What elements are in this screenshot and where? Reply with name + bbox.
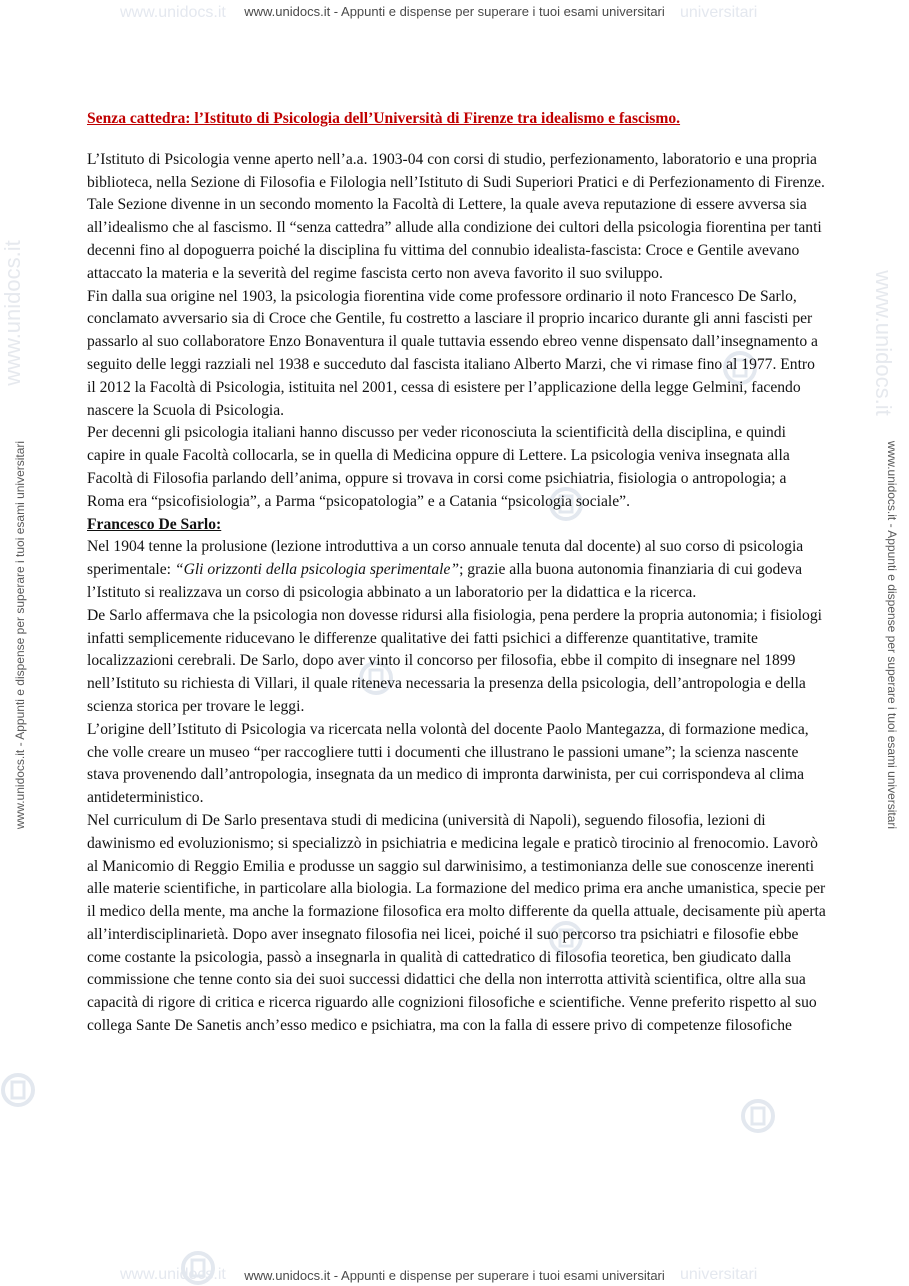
ghost-watermark-bottom-left: www.unidocs.it xyxy=(120,1266,226,1283)
ghost-watermark-side-right: www.unidocs.it xyxy=(870,270,896,416)
ghost-watermark-top-right: universitari xyxy=(680,4,758,21)
unidocs-logo-icon xyxy=(740,1098,776,1134)
paragraph: Nel curriculum di De Sarlo presentava studi di medicina (università di Napoli), seguendo filosofia, lezioni di dawinismo ed evoluzionismo; si specializzò in psichiatria e medicina legale e praticò tirocinio al frenocomio. Lavorò al Manicomio di Reggio Emilia e produsse un saggio sul darwinisimo, a testimonianza delle sue conoscenze inerenti alle materie scientifiche, in particolare alla biologia. La formazione del medico prima era anche umanistica, specie per il medico della mente, ma anche la formazione filosofica era molto differente da quella attuale, decisamente più aperta all’interdisciplinarietà. Dopo aver insegnato filosofia nei licei, poiché il suo percorso tra psichiatri e filosofie ebbe come costante la psicologia, passò a insegnarla in qualità di cattedratico di filosofia teoretica, ben giudicato dalla commissione che tenne conto sia dei suoi successi didattici che della non interrotta attività scientifica, oltre alla sua capacità di rigore di critica e ricerca riguardo alle cognizioni filosofiche e scientifiche. Venne preferito rispetto al suo collega Sante De Sanetis anch’esso medico e psichiatra, ma con la falla di essere privo di competenze filosofiche xyxy=(87,811,826,1035)
paragraph-text: Nel 1904 tenne la prolusione (lezione introduttiva a un corso annuale tenuta dal docente) al suo corso di psicologia sperimentale: xyxy=(87,538,804,579)
paragraph-text: ; grazie alla buona autonomia finanziaria di cui godeva l’Istituto si realizzava un corso di psicologia abbinato a un laboratorio per la didattica e la ricerca. xyxy=(87,561,802,601)
paragraph: Fin dalla sua origine nel 1903, la psicologia fiorentina vide come professore ordinario il noto Francesco De Sarlo, conclamato avversario sia di Croce che Gentile, fu costretto a lasciare il proprio incarico durante gli anni fascisti per passarlo al suo collaboratore Enzo Bonaventura il quale tuttavia essendo ebreo venne dispensato dall’insegnamento a seguito delle leggi razziali nel 1938 e succeduto dal fascista italiano Alberto Marzi, che vi rimase fino al 1977. Entro il 2012 la Facoltà di Psicologia, istituita nel 2001, cessa di esistere per l’applicazione della legge Gelmini, facendo nascere la Scuola di Psicologia. xyxy=(87,287,818,419)
ghost-watermark-side-left: www.unidocs.it xyxy=(0,240,25,386)
lecture-title-quote: “Gli orizzonti della psicologia sperimentale” xyxy=(174,561,460,579)
document-body xyxy=(87,108,827,1038)
unidocs-logo-icon xyxy=(0,1072,36,1108)
ghost-watermark-bottom-right: universitari xyxy=(680,1266,758,1283)
ghost-watermark-top-left: www.unidocs.it xyxy=(120,4,226,21)
watermark-side-left: www.unidocs.it - Appunti e dispense per superare i tuoi esami universitari xyxy=(13,440,27,830)
paragraph: L’origine dell’Istituto di Psicologia va ricercata nella volontà del docente Paolo Mantegazza, di formazione medica, che volle creare un museo “per raccogliere tutti i documenti che illustrano le passioni umane”; la scienza nascente stava provenendo dall’antropologia, insegnata da un medico di impronta darwinista, per cui corrispondeva al clima antideterministico. xyxy=(87,720,809,807)
watermark-footer: www.unidocs.it - Appunti e dispense per superare i tuoi esami universitari xyxy=(244,1268,665,1283)
paragraph: Per decenni gli psicologia italiani hanno discusso per veder riconosciuta la scientificità della disciplina, e quindi capire in quale Facoltà collocarla, se in quella di Medicina oppure di Lettere. La psicologia veniva insegnata alla Facoltà di Filosofia parlando dell’anima, oppure si trovava in corsi come psichiatria, fisiologia o antropologia; a Roma era “psicofisiologia”, a Parma “psicopatologia” e a Catania “psicologia sociale”. xyxy=(87,424,790,510)
section-heading: Francesco De Sarlo: xyxy=(87,515,222,533)
paragraph: De Sarlo affermava che la psicologia non dovesse ridursi alla fisiologia, pena perdere la propria autonomia; i fisiologi infatti semplicemente riducevano le differenze qualitative dei fatti psichici a differenze quantitative, tramite localizzazioni cerebrali. De Sarlo, dopo aver vinto il concorso per filosofia, ebbe il compito di insegnare nel 1899 nell’Istituto su richiesta di Villari, il quale riteneva necessaria la presenza della psicologia, dell’antropologia e della scienza storica per trovare le leggi. xyxy=(87,606,822,715)
paragraph: L’Istituto di Psicologia venne aperto nell’a.a. 1903-04 con corsi di studio, perfezionamento, laboratorio e una propria biblioteca, nella Sezione di Filosofia e Filologia nell’Istituto di Sudi Superiori Pratici e di Perfezionamento di Firenze. Tale Sezione divenne in un secondo momento la Facoltà di Lettere, la quale aveva reputazione di essere avversa sia all’idealismo che al fascismo. Il “senza cattedra” allude alla condizione dei cultori della psicologia fiorentina per tanti decenni fino al dopoguerra poiché la disciplina fu vittima del connubio idealista-fascista: Croce e Gentile avevano attaccato la materia e la severità del regime fascista certo non aveva favorito il suo sviluppo. xyxy=(87,150,825,282)
watermark-side-right: www.unidocs.it - Appunti e dispense per superare i tuoi esami universitari xyxy=(885,440,899,830)
document-title: Senza cattedra: l’Istituto di Psicologia dell’Università di Firenze tra idealismo e fascismo. xyxy=(87,110,681,127)
watermark-header: www.unidocs.it - Appunti e dispense per superare i tuoi esami universitari xyxy=(244,4,665,19)
paragraph xyxy=(87,536,827,604)
